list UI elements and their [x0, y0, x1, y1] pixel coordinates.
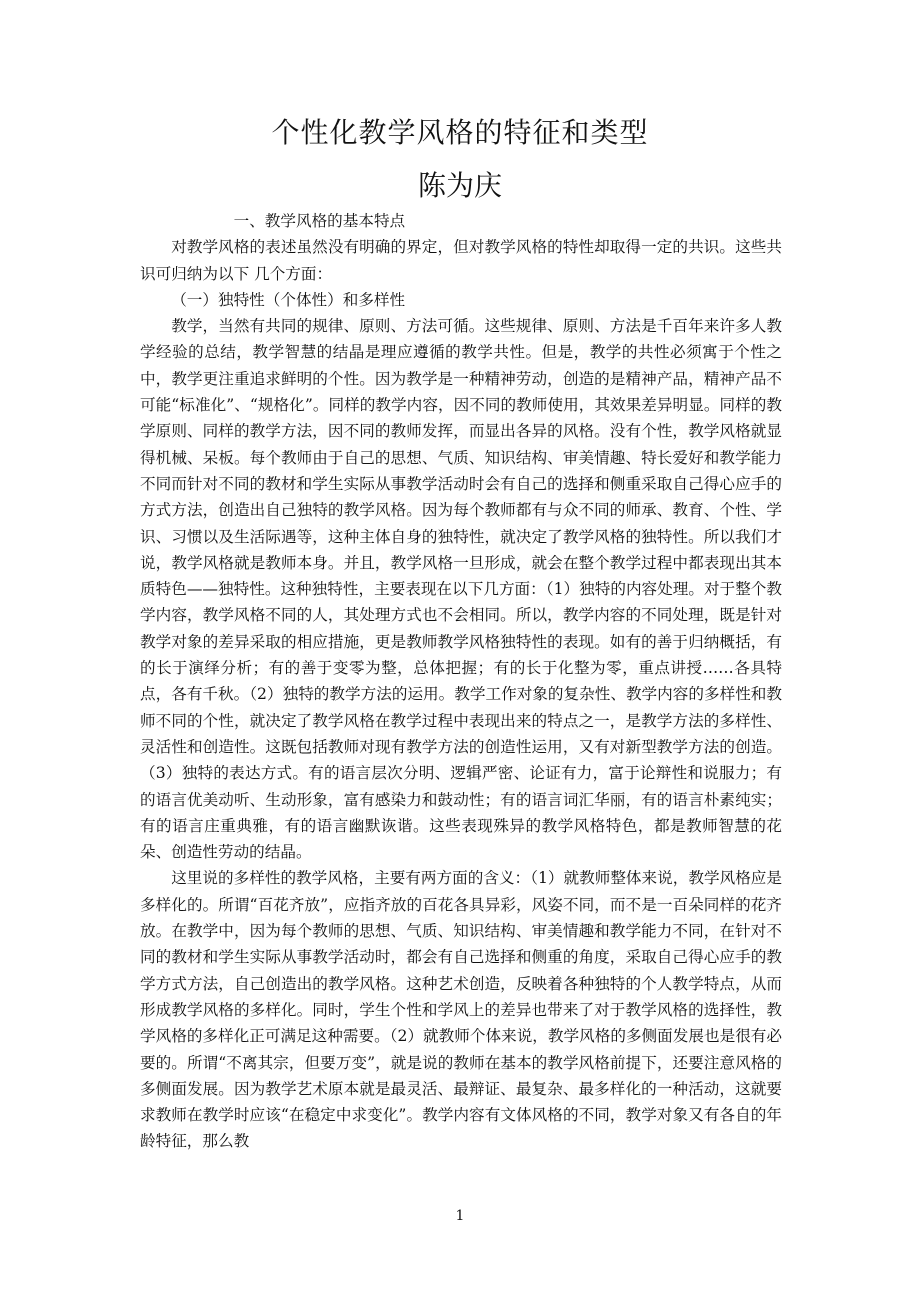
document-author: 陈为庆: [417, 169, 502, 202]
intro-paragraph: 对教学风格的表述虽然没有明确的界定，但对教学风格的特性却取得一定的共识。这些共识可归纳为以下 几个方面：: [140, 238, 782, 283]
body-paragraph-2: 这里说的多样性的教学风格，主要有两方面的含义：（1）就教师整体来说，教学风格应是多样化的。所谓“百花齐放”，应指齐放的百花各具异彩，风姿不同，而不是一百朵同样的花齐放。在教学中，因为每个教师的思想、气质、知识结构、审美情趣和教学能力不同，在针对不同的教材和学生实际从事教学活动时，都会有自己选择和侧重的角度，采取自己得心应手的教学方式方法，自己创造出的教学风格。这种艺术创造，反映着各种独特的个人教学特点，从而形成教学风格的多样化。同时，学生个性和学风上的差异也带来了对于教学风格的选择性，教学风格的多样化正可满足这种需要。（2）就教师个体来说，教学风格的多侧面发展也是很有必要的。所谓“不离其宗，但要万变”，就是说的教师在基本的教学风格前提下，还要注意风格的多侧面发展。因为教学艺术原本就是最灵活、最辩证、最复杂、最多样化的一种活动，这就要求教师在教学时应该“在稳定中求变化”。教学内容有文体风格的不同，教学对象又有各自的年龄特征，那么教: [140, 869, 782, 1151]
page-number: 1: [455, 1208, 465, 1224]
document-body: [140, 208, 782, 1155]
subheading: （一）独特性（个体性）和多样性: [171, 290, 406, 309]
body-paragraph-1: 教学，当然有共同的规律、原则、方法可循。这些规律、原则、方法是千百年来许多人教学经验的总结，教学智慧的结晶是理应遵循的教学共性。但是，教学的共性必须寓于个性之中，教学更注重追求鲜明的个性。因为教学是一种精神劳动，创造的是精神产品，精神产品不可能“标准化”、“规格化”。同样的教学内容，因不同的教师使用，其效果差异明显。同样的教学原则、同样的教学方法，因不同的教师发挥，而显出各异的风格。没有个性，教学风格就显得机械、呆板。每个教师由于自己的思想、气质、知识结构、审美情趣、特长爱好和教学能力不同而针对不同的教材和学生实际从事教学活动时会有自己的选择和侧重采取自己得心应手的方式方法，创造出自己独特的教学风格。因为每个教师都有与众不同的师承、教育、个性、学识、习惯以及生活际遇等，这种主体自身的独特性，就决定了教学风格的独特性。所以我们才说，教学风格就是教师本身。并且，教学风格一旦形成，就会在整个教学过程中都表现出其本质特色——独特性。这种独特性，主要表现在以下几方面：（1）独特的内容处理。对于整个教学内容，教学风格不同的人，其处理方式也不会相同。所以，教学内容的不同处理，既是针对教学对象的差异采取的相应措施，更是教师教学风格独特性的表现。如有的善于归纳概括，有的长于演绎分析；有的善于变零为整，总体把握；有的长于化整为零，重点讲授……各具特点，各有千秋。（2）独特的教学方法的运用。教学工作对象的复杂性、教学内容的多样性和教师不同的个性，就决定了教学风格在教学过程中表现出来的特点之一，是教学方法的多样性、灵活性和创造性。这既包括教师对现有教学方法的创造性运用，又有对新型教学方法的创造。（3）独特的表达方式。有的语言层次分明、逻辑严密、论证有力，富于论辩性和说服力；有的语言优美动听、生动形象，富有感染力和鼓动性；有的语言词汇华丽，有的语言朴素纯实；有的语言庄重典雅，有的语言幽默诙谐。这些表现殊异的教学风格特色，都是教师智慧的花朵、创造性劳动的结晶。: [140, 317, 782, 862]
document-title: 个性化教学风格的特征和类型: [271, 116, 649, 149]
section-heading: 一、教学风格的基本特点: [233, 212, 406, 230]
